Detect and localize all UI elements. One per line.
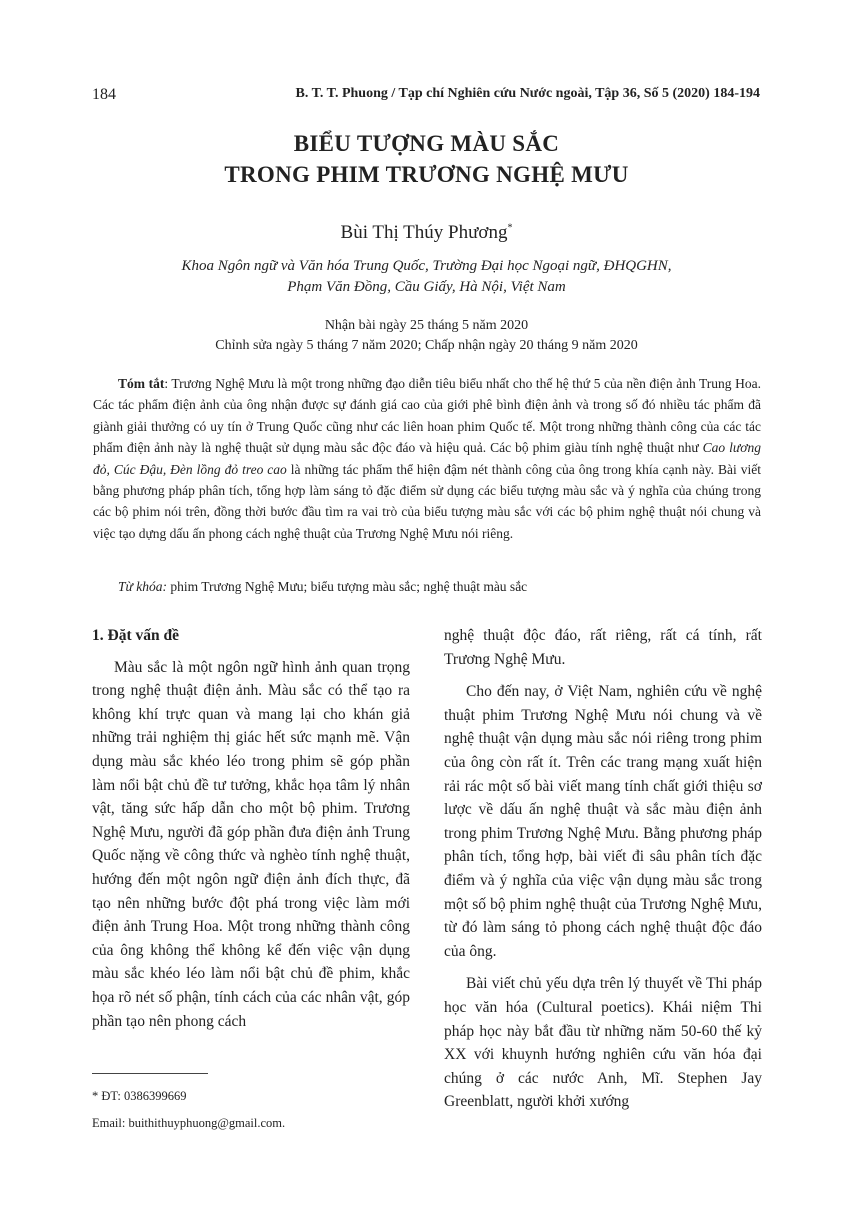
paragraph: Bài viết chủ yếu dựa trên lý thuyết về Thi pháp học văn hóa (Cultural poetics). Khái niệm Thi pháp học này bắt đầu từ những năm 50-60 thế kỷ XX với khuynh hướng nghiên cứu văn hóa đại chúng ở các nước Anh, Mĩ. Stephen Jay Greenblatt, người khởi xướng: [444, 975, 762, 1111]
footnote-email: Email: buithithuyphuong@gmail.com.: [92, 1116, 286, 1130]
dates: [0, 316, 853, 356]
article-title: [0, 128, 853, 190]
revised-accepted-date: Chỉnh sửa ngày 5 tháng 7 năm 2020; Chấp nhận ngày 20 tháng 9 năm 2020: [215, 338, 638, 353]
running-head: B. T. T. Phuong / Tạp chí Nghiên cứu Nước ngoài, Tập 36, Số 5 (2020) 184-194: [295, 86, 760, 101]
keywords-label: Từ khóa:: [118, 579, 167, 594]
abstract-label: Tóm tắt: [118, 376, 165, 391]
abstract-text-a: : Trương Nghệ Mưu là một trong những đạo diễn tiêu biểu nhất cho thế hệ thứ 5 của nền điện ảnh Trung Hoa. Các tác phẩm điện ảnh của ông nhận được sự đánh giá cao của giới phê bình điện ảnh và trong số đó nhiều tác phẩm đã giành giải thưởng có uy tín ở Trung Quốc cũng như các liên hoan phim Quốc tế. Một trong những thành công của các tác phẩm điện ảnh này là nghệ thuật sử dụng màu sắc độc đáo và hiệu quả. Các bộ phim giàu tính nghệ thuật như: [93, 376, 761, 456]
author-name: Bùi Thị Thúy Phương: [340, 222, 508, 243]
received-date: Nhận bài ngày 25 tháng 5 năm 2020: [324, 318, 529, 333]
section-heading: 1. Đặt vấn đề: [92, 627, 179, 644]
abstract: [93, 373, 761, 544]
keywords: [93, 576, 761, 597]
affiliation-line-2: Phạm Văn Đồng, Cầu Giấy, Hà Nội, Việt Nam: [287, 279, 566, 295]
footnote-phone: * ĐT: 0386399669: [92, 1089, 187, 1103]
author: [0, 222, 853, 244]
page-number: 184: [92, 86, 116, 103]
abstract-text-b: là những tác phẩm thể hiện đậm nét thành công của ông trong khía cạnh này. Bài viết bằng phương pháp phân tích, tổng hợp làm sáng tỏ đặc điểm sử dụng các biểu tượng màu sắc và ý nghĩa của chúng trong các bộ phim nói trên, đồng thời bước đầu tìm ra vai trò của biểu tượng màu sắc với các bộ phim nghệ thuật nói chung và việc tạo dựng dấu ấn phong cách nghệ thuật của Trương Nghệ Mưu nói riêng.: [93, 461, 761, 541]
affiliation-line-1: Khoa Ngôn ngữ và Văn hóa Trung Quốc, Trường Đại học Ngoại ngữ, ĐHQGHN,: [181, 258, 672, 274]
footnote: [92, 1083, 285, 1137]
footnote-divider: [92, 1073, 208, 1074]
paragraph: Cho đến nay, ở Việt Nam, nghiên cứu về nghệ thuật phim Trương Nghệ Mưu nói chung và về nghệ thuật vận dụng màu sắc nói riêng trong phim của ông còn rất ít. Trên các trang mạng xuất hiện rải rác một số bài viết mang tính chất giới thiệu sơ lược về dấu ấn nghệ thuật và sắc màu điện ảnh trong phim Trương Nghệ Mưu. Bằng phương pháp phân tích, tổng hợp, bài viết đi sâu phân tích đặc điểm và ý nghĩa của việc vận dụng màu sắc trong một số bộ phim nghệ thuật của Trương Nghệ Mưu, từ đó làm sáng tỏ phong cách nghệ thuật độc đáo của ông.: [444, 683, 762, 960]
affiliation: [0, 256, 853, 298]
left-column: [92, 624, 410, 1033]
keywords-text: phim Trương Nghệ Mưu; biểu tượng màu sắc; nghệ thuật màu sắc: [166, 579, 528, 594]
right-column: [444, 624, 762, 1114]
paragraph-continued: nghệ thuật độc đáo, rất riêng, rất cá tính, rất Trương Nghệ Mưu.: [444, 627, 762, 668]
title-line-2: TRONG PHIM TRƯƠNG NGHỆ MƯU: [224, 162, 629, 187]
paragraph: Màu sắc là một ngôn ngữ hình ảnh quan trọng trong nghệ thuật điện ảnh. Màu sắc có thể tạo ra không khí trực quan và mang lại cho khán giả những trải nghiệm thị giác hết sức mạnh mẽ. Vận dụng màu sắc khéo léo trong phim sẽ góp phần làm nổi bật chủ đề tư tưởng, khắc họa tâm lý nhân vật, tăng sức hấp dẫn cho một bộ phim. Trương Nghệ Mưu, người đã góp phần đưa điện ảnh Trung Quốc nặng về công thức và nghèo tính nghệ thuật, hướng đến một ngôn ngữ điện ảnh đích thực, đã tạo nên những bước đột phá trong việc làm mới điện ảnh Trung Hoa. Một trong những thành công của ông không thể không kể đến việc vận dụng màu sắc khéo léo làm nổi bật chủ đề phim, khắc họa rõ nét số phận, tính cách của các nhân vật, góp phần tạo nên phong cách: [92, 658, 410, 1030]
title-line-1: BIỂU TƯỢNG MÀU SẮC: [293, 131, 560, 156]
author-footnote-mark: *: [507, 222, 513, 234]
abstract-films: Cao lương đỏ, Cúc Đậu, Đèn lồng đỏ treo cao: [93, 440, 761, 477]
